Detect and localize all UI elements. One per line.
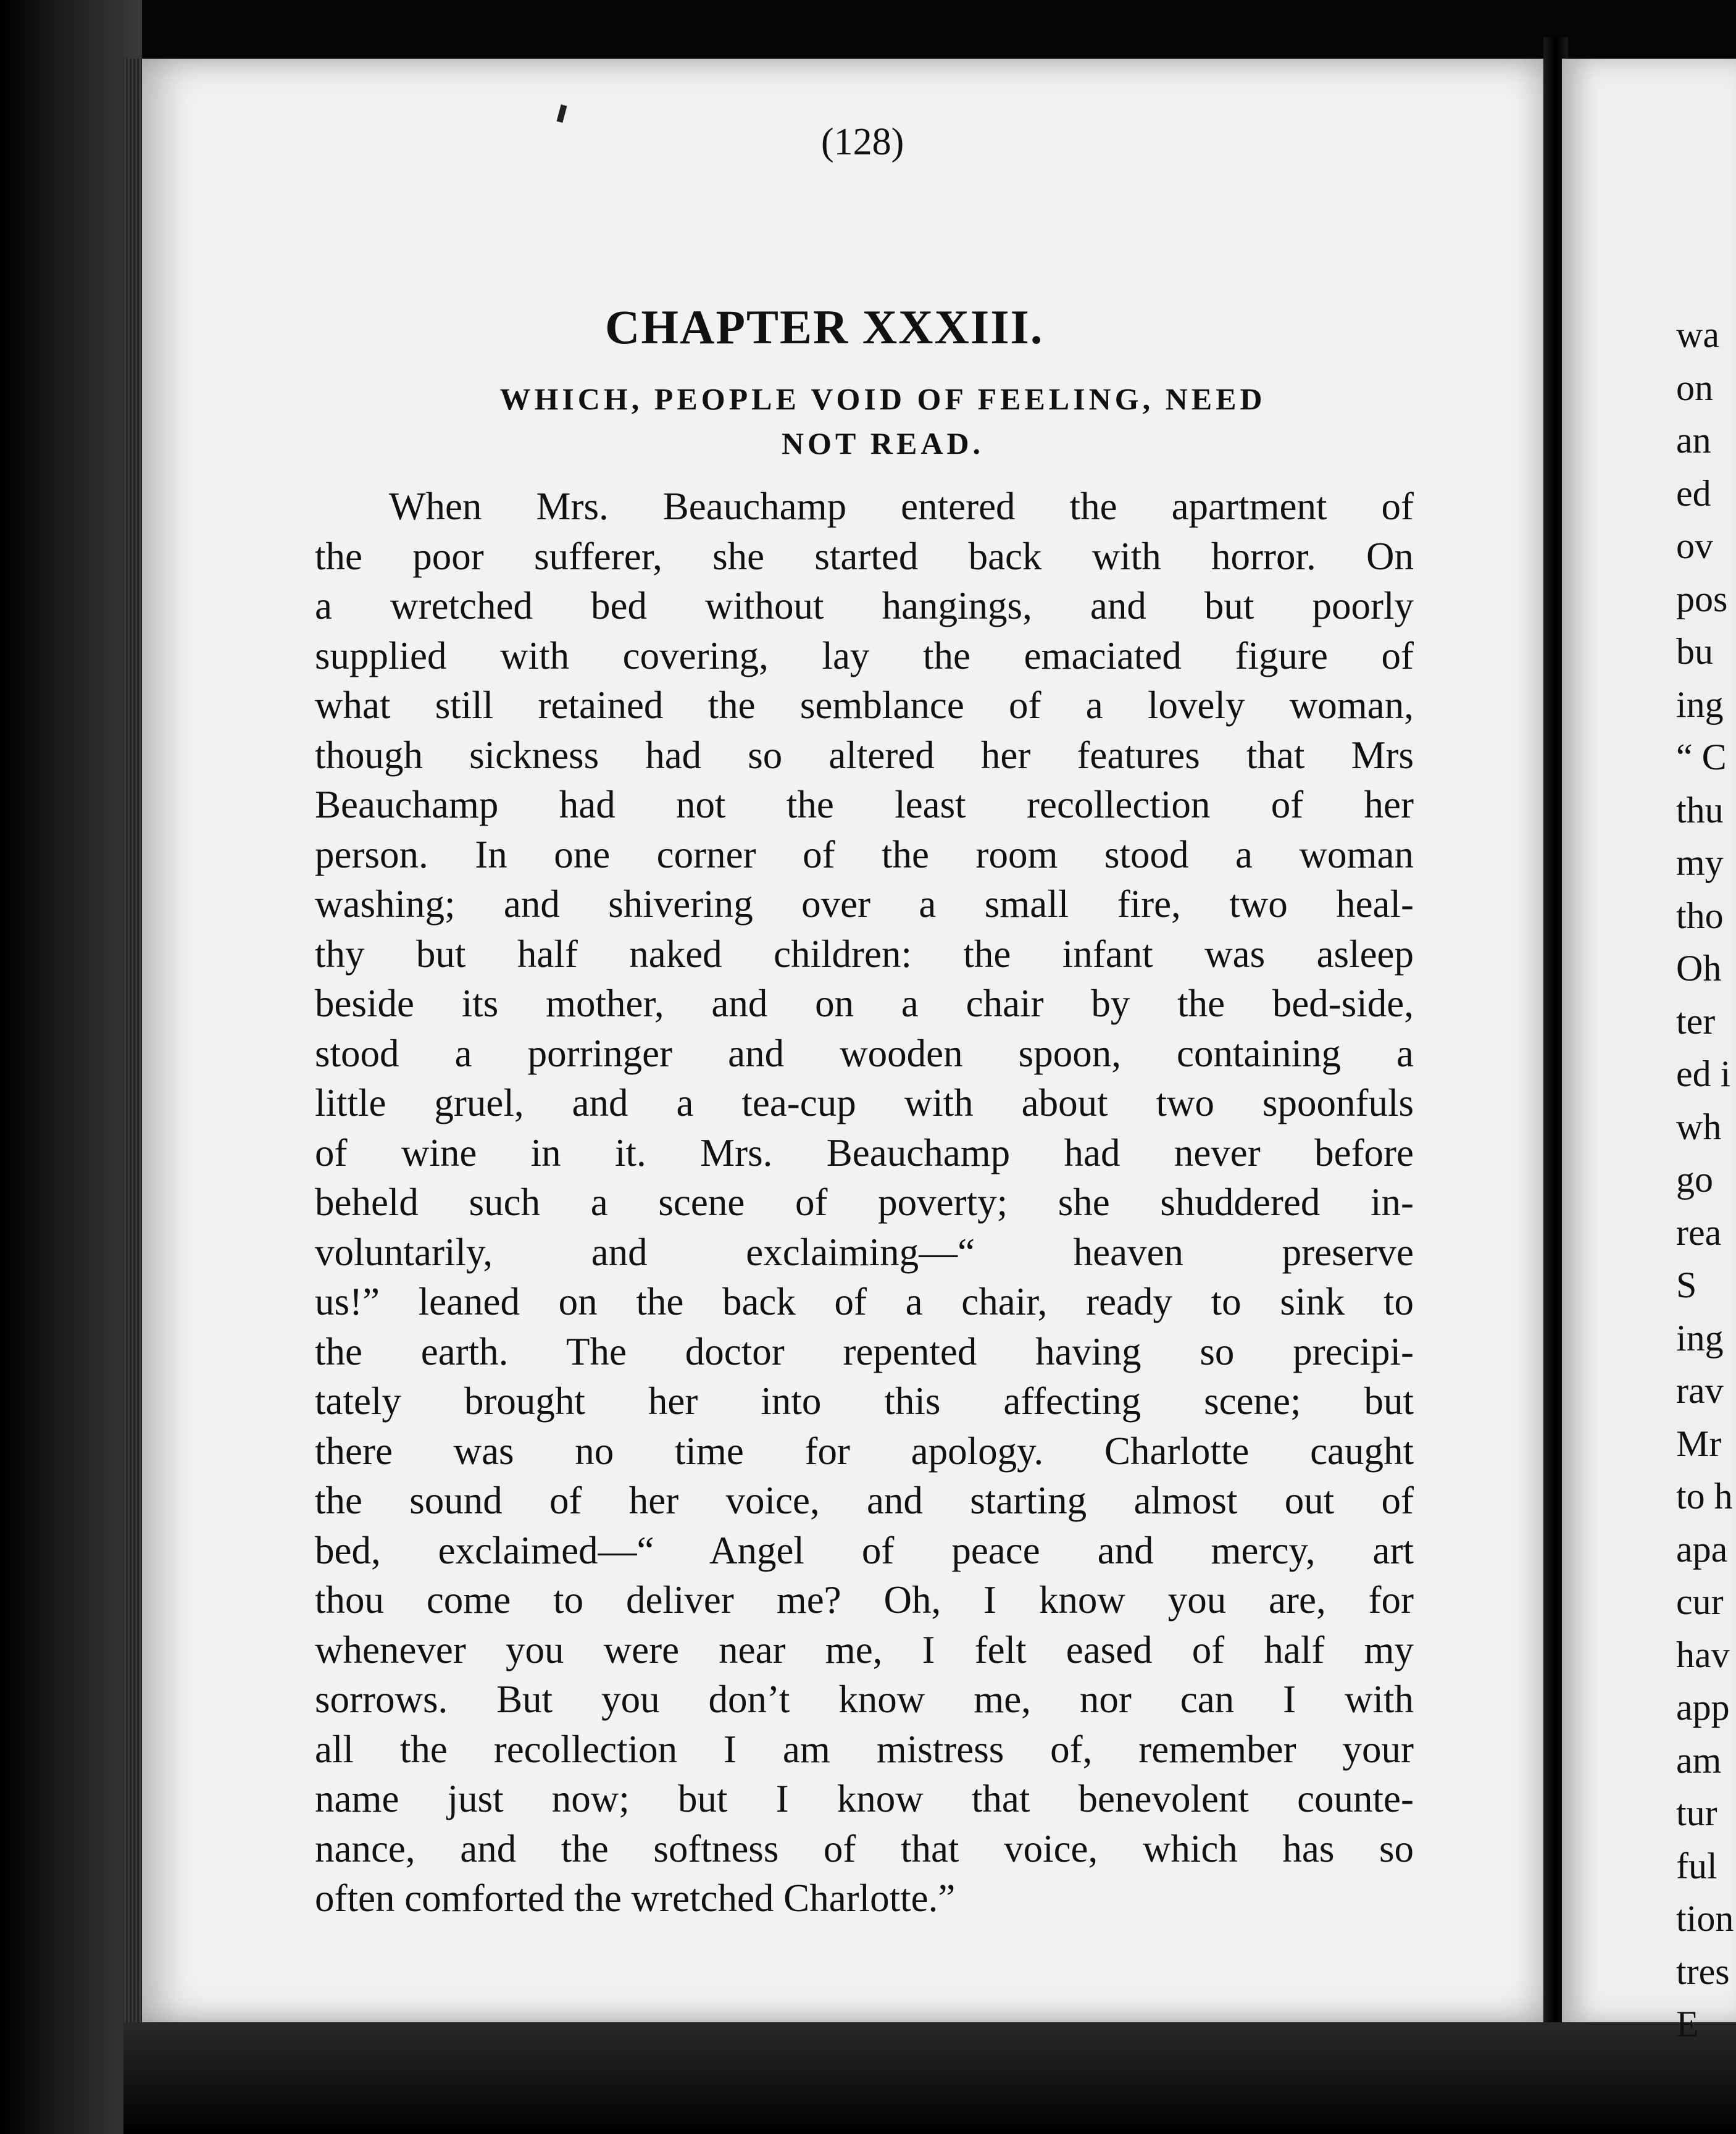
facing-page-line-fragment: ed — [1676, 472, 1711, 514]
facing-page-text — [1676, 309, 1734, 2051]
facing-page-line-fragment: thu — [1676, 789, 1724, 831]
body-text-line: When Mrs. Beauchamp entered the apartment of — [389, 485, 1414, 528]
facing-page-line-fragment: am — [1676, 1739, 1722, 1781]
facing-page-line-fragment: ter — [1676, 1000, 1716, 1042]
facing-page-line-fragment: Oh — [1676, 948, 1722, 989]
facing-page-line-fragment: E — [1676, 2004, 1699, 2044]
body-text-line: the poor sufferer, she started back with horror. On — [315, 534, 1414, 578]
body-text-line: supplied with covering, lay the emaciated figure of — [315, 634, 1414, 677]
body-text-line: a wretched bed without hangings, and but poorly — [315, 584, 1414, 627]
facing-page-line-fragment: rea — [1676, 1211, 1722, 1253]
chapter-subtitle-line: WHICH, PEOPLE VOID OF FEELING, NEED — [499, 382, 1266, 416]
body-text-line: beheld such a scene of poverty; she shuddered in- — [315, 1181, 1414, 1224]
body-text-line: washing; and shivering over a small fire, two heal- — [315, 882, 1414, 926]
facing-page-line-fragment: tres — [1676, 1951, 1730, 1992]
facing-page-line-fragment: to h — [1676, 1476, 1733, 1517]
body-text-line: all the recollection I am mistress of, remember your — [315, 1727, 1414, 1771]
body-text-line: little gruel, and a tea-cup with about two spoonfuls — [315, 1081, 1414, 1124]
body-text-line: of wine in it. Mrs. Beauchamp had never before — [315, 1131, 1414, 1174]
facing-page-line-fragment: ing — [1676, 1317, 1724, 1358]
body-text-line: thou come to deliver me? Oh, I know you are, for — [315, 1578, 1414, 1621]
facing-page-line-fragment: pos — [1676, 578, 1728, 619]
body-text-line: voluntarily, and exclaiming—“ heaven preserve — [315, 1230, 1414, 1274]
body-text-line: thy but half naked children: the infant was asleep — [315, 932, 1414, 976]
body-text-line: person. In one corner of the room stood a woman — [315, 832, 1414, 876]
facing-page-line-fragment: an — [1676, 420, 1711, 461]
facing-page-line-fragment: tur — [1676, 1793, 1717, 1833]
facing-page-line-fragment: cur — [1676, 1581, 1724, 1622]
facing-page-line-fragment: on — [1676, 367, 1713, 408]
facing-page-line-fragment: wh — [1676, 1106, 1722, 1147]
facing-page-line-fragment: S — [1676, 1265, 1697, 1305]
facing-page-line-fragment: go — [1676, 1159, 1713, 1200]
facing-page-line-fragment: “ C — [1676, 737, 1727, 777]
facing-page-line-fragment: ov — [1676, 525, 1713, 566]
facing-page-line-fragment: tion — [1676, 1898, 1734, 1939]
facing-page-line-fragment: ful — [1676, 1845, 1717, 1886]
chapter-body-text — [315, 482, 1414, 1923]
bottom-book-edge — [123, 2022, 1736, 2134]
facing-page-line-fragment: my — [1676, 842, 1724, 883]
facing-page-line-fragment: tho — [1676, 895, 1724, 936]
facing-page-line-fragment: apa — [1676, 1528, 1728, 1570]
facing-page-line-fragment: wa — [1676, 314, 1719, 355]
book-spine — [0, 0, 142, 2134]
body-text-line: often comforted the wretched Charlotte.” — [315, 1877, 956, 1920]
facing-page-line-fragment: ing — [1676, 684, 1724, 725]
facing-page-line-fragment: hav — [1676, 1634, 1730, 1675]
body-text-line: what still retained the semblance of a lovely woman, — [315, 684, 1414, 727]
chapter-subtitle-line: NOT READ. — [781, 426, 985, 461]
body-text-line: tately brought her into this affecting scene; but — [315, 1379, 1414, 1423]
body-text-line: name just now; but I know that benevolent counte- — [315, 1777, 1414, 1820]
page-number: (128) — [821, 121, 904, 163]
chapter-subtitle — [358, 377, 1408, 466]
facing-page-line-fragment: rav — [1676, 1370, 1724, 1411]
facing-page-line-fragment: bu — [1676, 631, 1713, 672]
body-text-line: the earth. The doctor repented having so precipi- — [315, 1329, 1414, 1373]
body-text-line: beside its mother, and on a chair by the bed-side, — [315, 982, 1414, 1025]
body-text-line: Beauchamp had not the least recollection of her — [315, 783, 1414, 826]
body-text-line: whenever you were near me, I felt eased of half my — [315, 1628, 1414, 1672]
body-text-line: stood a porringer and wooden spoon, containing a — [315, 1031, 1414, 1075]
chapter-heading: CHAPTER XXXIII. — [605, 300, 1044, 354]
body-text-line: there was no time for apology. Charlotte caught — [315, 1429, 1414, 1473]
body-text-line: bed, exclaimed—“ Angel of peace and mercy, art — [315, 1528, 1414, 1572]
facing-page-line-fragment: Mr — [1676, 1423, 1722, 1464]
body-text-line: sorrows. But you don’t know me, nor can I with — [315, 1678, 1414, 1721]
facing-page-line-fragment: app — [1676, 1687, 1730, 1728]
facing-page-line-fragment: ed i — [1676, 1053, 1731, 1094]
body-text-line: the sound of her voice, and starting almost out of — [315, 1479, 1414, 1522]
body-text-line: nance, and the softness of that voice, which has so — [315, 1826, 1414, 1870]
body-text-line: though sickness had so altered her features that Mrs — [315, 733, 1414, 777]
body-text-line: us!” leaned on the back of a chair, ready to sink to — [315, 1280, 1414, 1323]
